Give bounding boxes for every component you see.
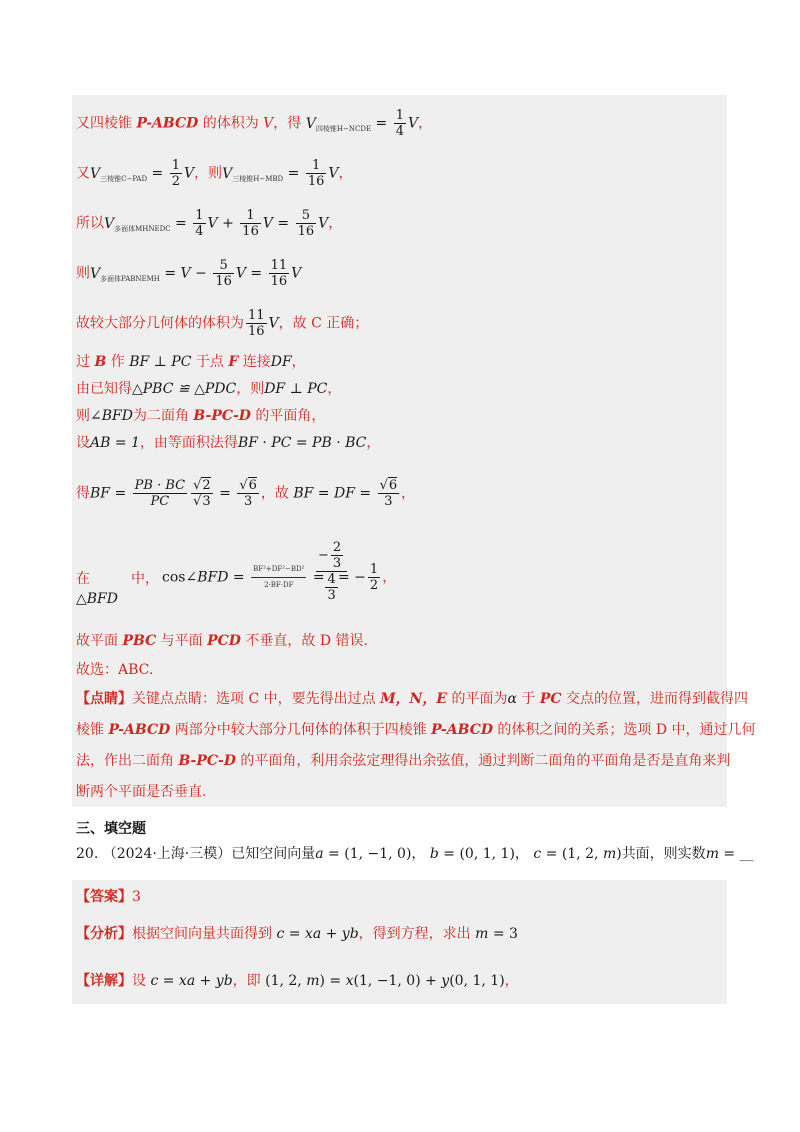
line-volume-v: 又四棱锥 P-ABCD 的体积为 V，得 $V_{四棱锥H-NCDE}$ = $\frac{1}{4}$ V，: [76, 108, 433, 139]
question-20: 20. （2024·上海·三模）已知空间向量a = (1, −1, 0)， b = (0, 1, 1)， c = (1, 2, m)共面，则实数m = __: [76, 846, 754, 862]
analysis-line: 【分析】根据空间向量共面得到 c = xa + yb，得到方程，求出 m = 3: [76, 926, 518, 942]
line-note-2: 棱锥 P-ABCD 两部分中较大部分几何体的体积于四棱锥 P-ABCD 的体积之间的关系；选项 D 中，通过几何: [76, 722, 756, 738]
line-dihedral: 则∠BFD为二面角 B-PC-D 的平面角，: [76, 408, 326, 424]
answer-line: 【答案】3: [76, 889, 141, 905]
line-polyhedron-sum: 所以$V_{多面体MHNEDC}$ = $\frac{1}{4}$ V + $\frac{1}{16}$ V = $\frac{5}{16}$ V，: [76, 208, 343, 239]
line-volume-pyramid: 又$V_{三棱锥C-PAD}$ = $\frac{1}{2}$ V，则$V_{三棱锥H-MBD}$ = $\frac{1}{16}$ V，: [76, 158, 353, 189]
line-polyhedron-diff: 则$V_{多面体PABNEMH} = V$ − $\frac{5}{16}$ V = $\frac{11}{16}$ V: [76, 258, 302, 289]
line-note-1: 【点睛】关键点点睛：选项 C 中，要先得出过点 M，N，E 的平面为α 于 PC 交点的位置，进而得到截得四: [76, 691, 748, 707]
line-equal-area: 设AB = 1，由等面积法得BF · PC = PB · BC，: [76, 435, 381, 451]
line-d-wrong: 故平面 PBC 与平面 PCD 不垂直，故 D 错误.: [76, 633, 368, 649]
detail-line: 【详解】设 c = xa + yb，即 (1, 2, m) = x(1, −1, 0) + y(0, 1, 1)，: [76, 973, 519, 989]
line-note-3: 法，作出二面角 B-PC-D 的平面角，利用余弦定理得出余弦值，通过判断二面角的平面角是否是直角来判: [76, 753, 731, 769]
line-bf-value: 得BF = $\frac{PB \cdot BC}{PC}$ $\frac{√2}{√3}$ = $\frac{√6}{3}$ ，故 BF = DF = $\frac{√6}{3}$ ，: [76, 478, 416, 509]
line-congruent: 由已知得△PBC ≌ △PDC，则DF ⊥ PC，: [76, 381, 342, 397]
line-c-correct: 故较大部分几何体的体积为 $\frac{11}{16}$ V，故 C 正确；: [76, 308, 369, 339]
line-construct-bf: 过 B 作 BF ⊥ PC 于点 F 连接DF，: [76, 354, 306, 370]
line-note-4: 断两个平面是否垂直.: [76, 784, 207, 800]
line-choice: 故选：ABC.: [76, 662, 154, 678]
section-title: 三、填空题: [76, 820, 146, 836]
